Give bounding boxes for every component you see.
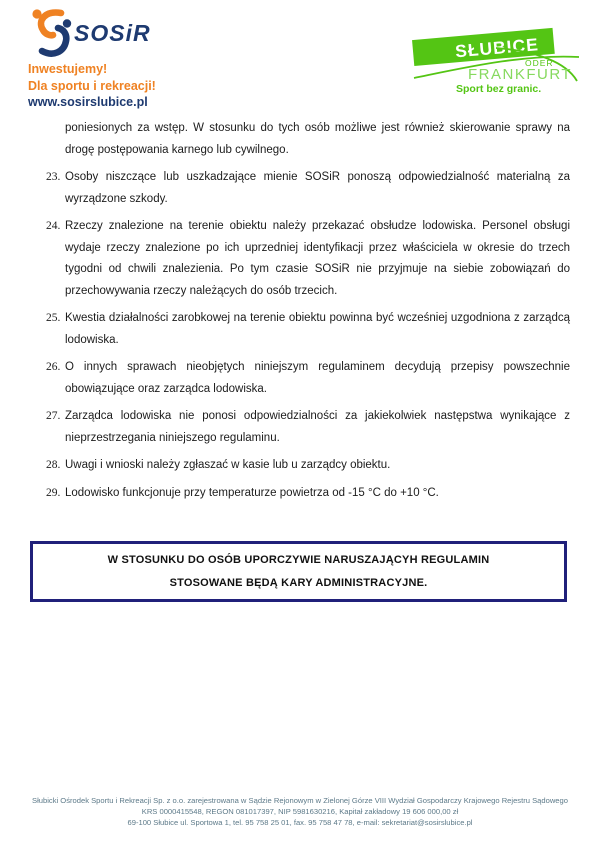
regulation-item-27 (46, 406, 570, 449)
svg-text:FRANKFURT: FRANKFURT (468, 66, 573, 83)
regulation-item-24 (46, 216, 570, 302)
item-text: Kwestia działalności zarobkowej na terenie obiektu powinna być wcześniej uzgodniona z zarządcą lodowiska. (65, 312, 570, 346)
tagline-invest: Inwestujemy! (28, 62, 108, 76)
notice-line-2: STOSOWANE BĘDĄ KARY ADMINISTRACYJNE. (169, 577, 428, 589)
slubice-frankfurt-logo-icon (408, 18, 583, 96)
svg-text:Sport bez granic.: Sport bez granic. (456, 83, 542, 95)
slubice-frankfurt-logo (408, 18, 583, 96)
item-number: 23. (46, 171, 61, 183)
item-text: Rzeczy znalezione na terenie obiektu należy przekazać obsłudze lodowiska. Personel obsługi wydaje rzeczy znalezione po ich uprzedniej identyfikacji przez właściciela w okresie do trzech tygodni od chwili znalezienia. Po tym czasie SOSiR nie przyjmuje na siebie zobowiązań do przechowywania rzeczy należących do osób trzecich. (65, 220, 570, 297)
item-text: Uwagi i wnioski należy zgłaszać w kasie lub u zarządcy obiektu. (65, 459, 391, 471)
notice-line-1: W STOSUNKU DO OSÓB UPORCZYWIE NARUSZAJĄCYH REGULAMIN (107, 554, 490, 566)
brand-text: SOSiR (74, 20, 151, 46)
header-taglines (28, 61, 248, 111)
item-number: 24. (46, 220, 61, 232)
sosir-figure-icon (30, 8, 72, 58)
item-number: 28. (46, 459, 61, 471)
regulation-item-28 (46, 455, 570, 477)
regulations-text (46, 118, 570, 510)
footer-registration-line: Słubicki Ośrodek Sportu i Rekreacji Sp. z o.o. zarejestrowana w Sądzie Rejonowym w Zielonej Górze VIII Wydział Gospodarczy Krajowego Rejestru Sądowego (32, 796, 568, 805)
intro-continuation-paragraph: poniesionych za wstęp. W stosunku do tych osób możliwe jest również skierowanie sprawy na drogę postępowania karnego lub cywilnego. (65, 122, 570, 156)
item-number: 26. (46, 361, 61, 373)
footer-company-ids-line: KRS 0000415548, REGON 081017397, NIP 5981630216, Kapitał zakładowy 19 606 000,00 zł (141, 806, 459, 816)
item-text: O innych sprawach nieobjętych niniejszym regulaminem decydują przepisy powszechnie obowiązujące oraz zarządca lodowiska. (65, 361, 570, 395)
regulation-item-23 (46, 167, 570, 210)
regulation-item-25 (46, 308, 570, 351)
footer-contact-line: 69-100 Słubice ul. Sportowa 1, tel. 95 758 25 01, fax. 95 758 47 78, e-mail: sekretariat@sosirslubice.pl (127, 817, 473, 827)
penalty-notice-box (30, 541, 567, 602)
svg-text:SŁUBICE: SŁUBICE (454, 34, 540, 62)
regulation-item-29 (46, 483, 570, 505)
letterhead-footer (20, 796, 580, 828)
item-text: Lodowisko funkcjonuje przy temperaturze powietrza od -15 °C do +10 °C. (65, 486, 439, 499)
sosir-logo (30, 8, 220, 58)
item-number: 25. (46, 312, 61, 324)
website-text: www.sosirslubice.pl (28, 95, 148, 109)
item-number: 29. (46, 486, 61, 499)
svg-text:ODER: ODER (525, 58, 554, 68)
item-text: Zarządca lodowiska nie ponosi odpowiedzialności za jakiekolwiek następstwa wynikające z nieprzestrzegania niniejszego regulaminu. (65, 410, 570, 444)
tagline-sport: Dla sportu i rekreacji! (28, 78, 156, 93)
item-text: Osoby niszczące lub uszkadzające mienie SOSiR ponoszą odpowiedzialność materialną za wyrządzone szkody. (65, 171, 570, 205)
item-number: 27. (46, 410, 61, 422)
regulation-item-26 (46, 357, 570, 400)
